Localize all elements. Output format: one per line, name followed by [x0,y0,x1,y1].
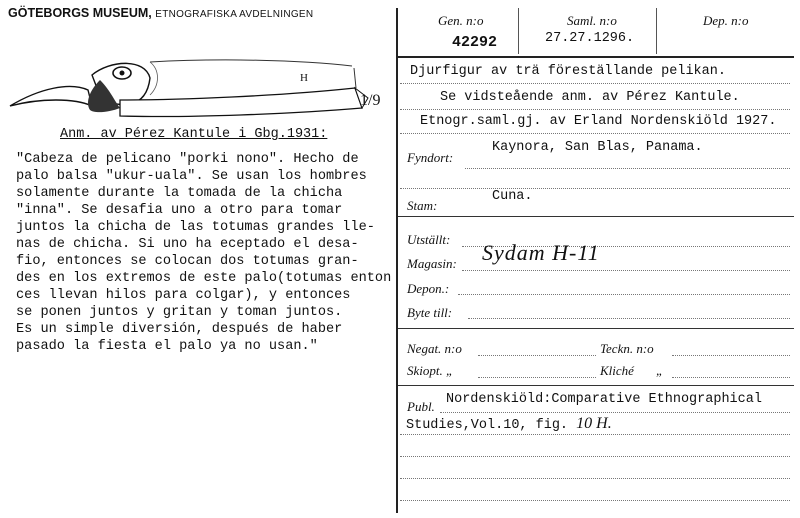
drawing-label: H [300,72,308,84]
header-rule [398,56,794,58]
note-line: se ponen juntos y gritan y toman juntos. [16,305,343,320]
saml-label: Saml. n:o [567,13,617,28]
gen-label: Gen. n:o [438,13,484,28]
note-line: Es un simple diversión, después de haber [16,322,343,337]
dep-label: Dep. n:o [703,13,749,28]
fyndort-value: Kaynora, San Blas, Panama. [492,140,703,155]
publ-line2: Studies,Vol.10, fig. [406,418,569,433]
rule [398,385,794,386]
note-line: ces llevan hilos para colgar), y entonces [16,288,351,303]
skiopt-label: Skiopt. „ [407,363,454,378]
card-divider [396,8,398,513]
rule [672,355,790,356]
rule [400,188,790,189]
header-separator [656,8,657,54]
rule [398,328,794,329]
cliche-label: Kliché [600,363,634,378]
pelican-figure-drawing [0,40,395,130]
publ-line: Nordenskiöld:Comparative Ethnographical [446,392,762,407]
note-title: Anm. av Pérez Kantule i Gbg.1931: [60,127,328,142]
note-line: palo balsa "ukur-uala". Se usan los hombres [16,169,367,184]
publ-label: Publ. [407,399,435,414]
museum-header [8,6,313,20]
rule [400,456,790,457]
rule [400,109,790,110]
teckn-label: Teckn. n:o [600,341,654,356]
saml-value: 27.27.1296. [545,31,635,46]
stam-value: Cuna. [492,189,533,204]
description-line: Etnogr.saml.gj. av Erland Nordenskiöld 1927. [420,114,777,129]
note-line: solamente durante la tomada de la chicha [16,186,343,201]
magasin-value: Sydam H-11 [482,240,600,265]
publ-line [406,415,612,433]
rule [398,216,794,217]
rule [458,294,790,295]
header-separator [518,8,519,54]
description-line: Djurfigur av trä föreställande pelikan. [410,64,726,79]
note-line: juntos la chicha de las totumas grandes lle- [16,220,375,235]
note-line: nas de chicha. Si uno ha eceptado el desa- [16,237,359,252]
publ-fig: 10 H. [576,415,612,432]
fyndort-label: Fyndort: [407,150,454,165]
note-line: fio, entonces se colocan dos totumas gran- [16,254,359,269]
rule [672,377,790,378]
rule [478,355,596,356]
rule [462,270,790,271]
byte-label: Byte till: [407,305,453,320]
museum-name: GÖTEBORGS MUSEUM, [8,6,152,20]
rule [400,133,790,134]
note-line: pasado la fiesta el palo ya no usan." [16,339,318,354]
rule [468,318,790,319]
department-name: ETNOGRAFISKA AVDELNINGEN [155,9,314,20]
drawing-scale: 1/9 [360,92,381,109]
note-line: "Cabeza de pelicano "porki nono". Hecho de [16,152,359,167]
rule [478,377,596,378]
rule [440,412,790,413]
utstallt-label: Utställt: [407,232,451,247]
rule [400,478,790,479]
note-line: "inna". Se desafia uno a otro para tomar [16,203,343,218]
rule [465,168,790,169]
cliche-ditto: „ [656,363,664,378]
note-line: des en los extremos de este palo(totumas enton [16,271,392,286]
stam-label: Stam: [407,198,438,213]
negat-label: Negat. n:o [407,341,462,356]
depon-label: Depon.: [407,281,450,296]
rule [400,83,790,84]
magasin-label: Magasin: [407,256,457,271]
rule [400,434,790,435]
rule [400,500,790,501]
gen-value: 42292 [452,34,498,51]
description-line: Se vidsteående anm. av Pérez Kantule. [440,90,740,105]
